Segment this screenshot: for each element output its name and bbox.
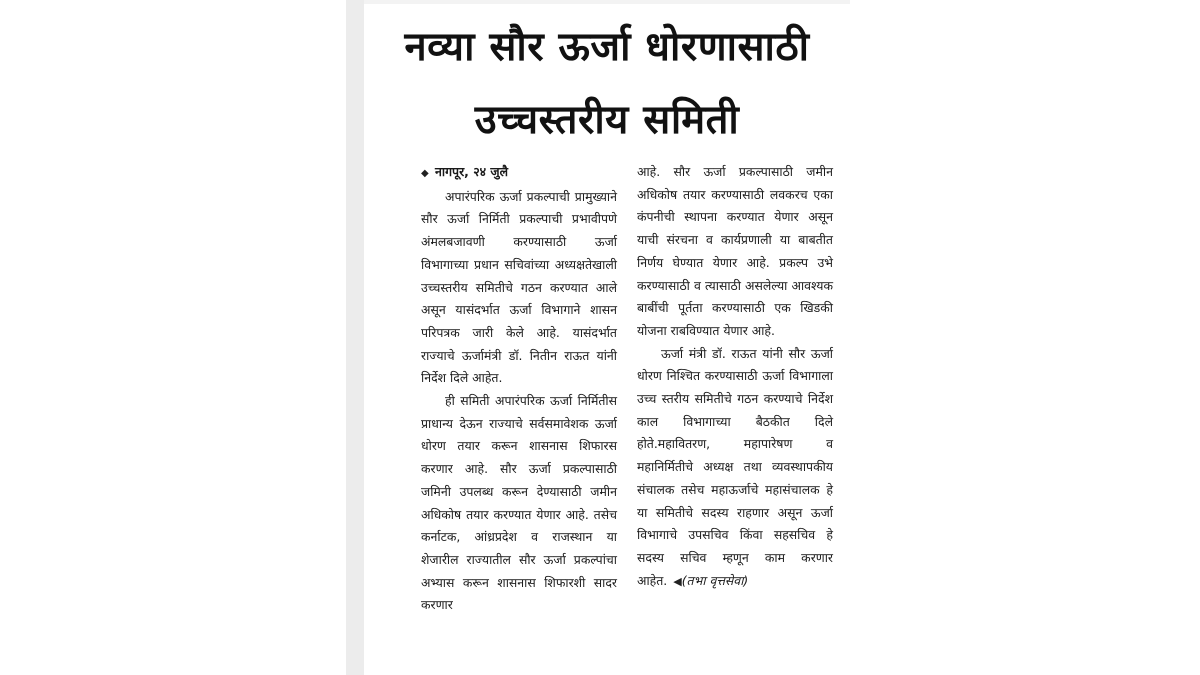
right-paragraph-2-text: ऊर्जा मंत्री डॉ. राऊत यांनी सौर ऊर्जा धोरण निश्चित करण्यासाठी ऊर्जा विभागाला उच्च स्तरीय समितीचे गठन करण्याचे निर्देश काल विभागाच्या बैठकीत दिले होते.महावितरण, महापारेषण व महानिर्मितीचे अध्यक्ष तथा व्यवस्थापकीय संचालक तसेच महाऊर्जाचे महासंचालक हे या समितीचे सदस्य राहणार असून ऊर्जा विभागाचे उपसचिव किंवा सहसचिव हे सदस्य सचिव म्हणून काम करणार आहेत. (637, 345, 833, 588)
agency-credit: (तभा वृत्तसेवा) (681, 572, 749, 588)
right-paragraph-1: आहे. सौर ऊर्जा प्रकल्पासाठी जमीन अधिकोष तयार करण्यासाठी लवकरच एका कंपनीची स्थापना करण्यात येणार असून याची संरचना व कार्यप्रणाली या बाबतीत निर्णय घेण्यात येणार आहे. प्रकल्प उभे करण्यासाठी व त्यासाठी असलेल्या आवश्यक बाबींची पूर्तता करण्यासाठी एक खिडकी योजना राबविण्यात येणार आहे. (637, 164, 833, 338)
right-paragraph-2 (637, 343, 833, 594)
left-triangle-icon: ◀ (673, 574, 682, 588)
dateline: नागपूर, २४ जुलै (435, 164, 508, 179)
page-margin-strip (346, 0, 364, 675)
top-rule (364, 0, 850, 4)
diamond-bullet-icon: ◆ (421, 168, 429, 179)
left-paragraph-1: अपारंपरिक ऊर्जा प्रकल्पाची प्रामुख्याने सौर ऊर्जा निर्मिती प्रकल्पाची प्रभावीपणे अंमलबजावणी करण्यासाठी ऊर्जा विभागाच्या प्रधान सचिवांच्या अध्यक्षतेखाली उच्चस्तरीय समितीचे गठन करण्यात आले असून यासंदर्भात ऊर्जा विभागाने शासन परिपत्रक जारी केले आहे. यासंदर्भात राज्याचे ऊर्जामंत्री डॉ. नितीन राऊत यांनी निर्देश दिले आहेत. (421, 188, 617, 386)
left-paragraph-2: ही समिती अपारंपरिक ऊर्जा निर्मितीस प्राधान्य देऊन राज्याचे सर्वसमावेशक ऊर्जा धोरण तयार करून शासनास शिफारस करणार आहे. सौर ऊर्जा प्रकल्पासाठी जमिनी उपलब्ध करून देण्यासाठी जमीन अधिकोष तयार करण्यात येणार आहे. तसेच कर्नाटक, आंध्रप्रदेश व राजस्थान या शेजारील राज्यातील सौर ऊर्जा प्रकल्पांचा अभ्यास करून शासनास शिफारशी सादर करणार (421, 393, 617, 613)
newspaper-clipping (364, 0, 850, 675)
headline-line-2: उच्चस्तरीय समिती (474, 97, 740, 143)
headline-line-1: नव्या सौर ऊर्जा धोरणासाठी (404, 24, 810, 70)
dateline-row (421, 161, 617, 186)
article-column-right (637, 161, 833, 593)
article-column-left (421, 161, 617, 617)
